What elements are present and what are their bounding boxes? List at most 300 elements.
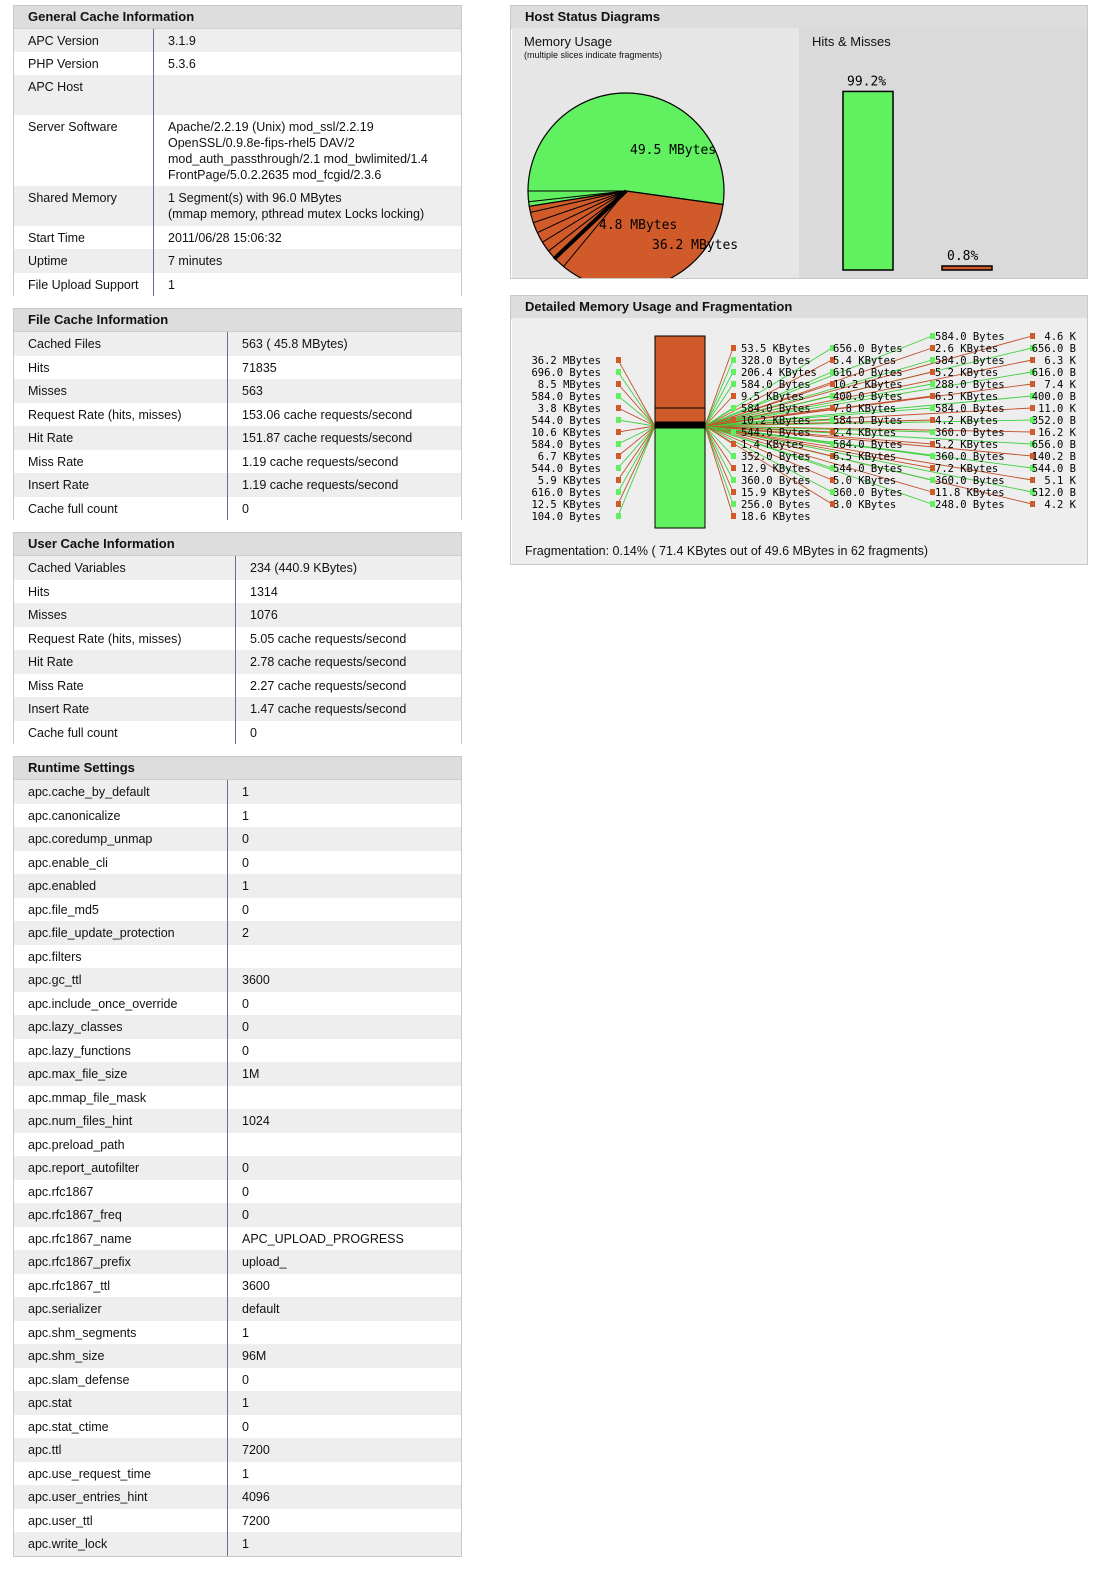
setting-value [154, 273, 462, 296]
setting-key: apc.write_lock [14, 1532, 228, 1556]
setting-value [154, 29, 462, 52]
setting-key: Server Software [14, 115, 154, 186]
fragment-label-left: 584.0 Bytes [531, 439, 601, 451]
fragment-label-col1: 206.4 KBytes [741, 367, 817, 379]
setting-value: 96M [228, 1344, 462, 1368]
setting-value: 153.06 cache requests/second [228, 403, 462, 427]
table-row [14, 968, 461, 992]
fragment-marker [1030, 333, 1035, 339]
table-row [14, 1462, 461, 1486]
fragment-connector [618, 426, 655, 504]
setting-key: apc.lazy_classes [14, 1015, 228, 1039]
setting-key: apc.stat [14, 1391, 228, 1415]
table-row [14, 29, 461, 52]
fragment-marker [616, 501, 621, 507]
file-cache-panel [13, 308, 462, 520]
fragment-label-col4: 400.0 B [1031, 391, 1076, 403]
fragment-marker [731, 369, 736, 375]
table-row [14, 1250, 461, 1274]
fragment-marker [731, 405, 736, 411]
fragment-connector [618, 426, 655, 516]
setting-value-line: FrontPage/5.0.2.2635 mod_fcgid/2.3.6 [168, 168, 382, 182]
table-row [14, 332, 461, 356]
setting-value: 234 (440.9 KBytes) [236, 556, 462, 580]
fragment-connector [705, 426, 733, 504]
fragment-marker [731, 489, 736, 495]
setting-key: apc.enable_cli [14, 851, 228, 875]
fragment-label-col2: 2.4 KBytes [833, 427, 897, 439]
runtime-settings-panel [13, 756, 462, 1557]
fragment-marker [616, 441, 621, 447]
general-cache-panel [13, 5, 462, 296]
fragment-label-col4: 352.0 B [1031, 415, 1076, 427]
table-row [14, 1391, 461, 1415]
table-row [14, 75, 461, 115]
setting-key: Miss Rate [14, 674, 236, 698]
setting-key: PHP Version [14, 52, 154, 75]
fragment-label-col1: 584.0 Bytes [741, 379, 811, 391]
fragment-label-left: 8.5 MBytes [537, 379, 601, 391]
table-row [14, 1203, 461, 1227]
fragment-label-col3: 2.6 KBytes [935, 343, 999, 355]
fragment-label-col3: 584.0 Bytes [935, 403, 1005, 415]
setting-key: Start Time [14, 226, 154, 249]
fragment-label-col3: 584.0 Bytes [935, 331, 1005, 343]
fragment-label-col3: 7.2 KBytes [935, 463, 999, 475]
fragment-marker [616, 453, 621, 459]
fragmentation-graph [512, 318, 1087, 538]
fragment-label-left: 5.9 KBytes [537, 475, 601, 487]
fragment-label-col2: 5.4 KBytes [833, 355, 897, 367]
fragment-label-col1: 360.0 Bytes [741, 475, 811, 487]
fragment-label-col4: 4.6 K [1044, 331, 1076, 343]
setting-key: apc.user_entries_hint [14, 1485, 228, 1509]
table-row [14, 851, 461, 875]
memory-block-free [655, 428, 705, 528]
table-row [14, 249, 461, 273]
setting-value: 7200 [228, 1509, 462, 1533]
misses-bar-label: 0.8% [947, 249, 979, 264]
setting-key: apc.shm_segments [14, 1321, 228, 1345]
fragmentation-panel [510, 295, 1088, 565]
table-row [14, 992, 461, 1016]
setting-value-line: Apache/2.2.19 (Unix) mod_ssl/2.2.19 [168, 120, 374, 134]
fragment-connector [705, 348, 733, 426]
setting-key: Insert Rate [14, 697, 236, 721]
table-row [14, 379, 461, 403]
setting-value [154, 249, 462, 273]
user-cache-title: User Cache Information [14, 533, 461, 556]
table-row [14, 1156, 461, 1180]
fragment-label-col1: 352.0 Bytes [741, 451, 811, 463]
fragment-label-col4: 7.4 K [1044, 379, 1076, 391]
table-row [14, 1109, 461, 1133]
table-row [14, 874, 461, 898]
setting-value: 3600 [228, 1274, 462, 1298]
setting-value: 0 [228, 1039, 462, 1063]
fragment-label-col3: 11.8 KBytes [935, 487, 1005, 499]
setting-value: 0 [228, 851, 462, 875]
general-cache-title: General Cache Information [14, 6, 461, 29]
setting-key: File Upload Support [14, 273, 154, 296]
fragment-marker [731, 513, 736, 519]
table-row [14, 1062, 461, 1086]
hits-bar-label: 99.2% [847, 74, 887, 90]
fragment-marker [1030, 429, 1035, 435]
table-row [14, 921, 461, 945]
setting-value: 1 [228, 1462, 462, 1486]
memory-block-fragments [655, 422, 705, 428]
setting-key: apc.gc_ttl [14, 968, 228, 992]
setting-key: Shared Memory [14, 186, 154, 226]
setting-value: 0 [228, 827, 462, 851]
fragment-label-col3: 6.5 KBytes [935, 391, 999, 403]
fragment-label-col2: 5.0 KBytes [833, 475, 897, 487]
fragment-connector [618, 372, 655, 426]
fragment-marker [616, 477, 621, 483]
setting-value: 151.87 cache requests/second [228, 426, 462, 450]
setting-key: apc.rfc1867_name [14, 1227, 228, 1251]
fragment-label-col2: 7.8 KBytes [833, 403, 897, 415]
fragment-connector [705, 426, 932, 492]
setting-key: apc.rfc1867_prefix [14, 1250, 228, 1274]
hits-misses-title: Hits & Misses [812, 34, 891, 49]
setting-key: Misses [14, 379, 228, 403]
fragment-marker [731, 393, 736, 399]
fragment-marker [731, 477, 736, 483]
table-row [14, 804, 461, 828]
fragment-label-col4: 656.0 B [1031, 343, 1076, 355]
fragment-marker [1030, 357, 1035, 363]
setting-value: 0 [228, 1180, 462, 1204]
setting-value: 0 [236, 721, 462, 745]
setting-value: 7200 [228, 1438, 462, 1462]
fragment-marker [731, 357, 736, 363]
fragment-label-col1: 1.4 KBytes [741, 439, 805, 451]
fragment-label-col1: 328.0 Bytes [741, 355, 811, 367]
fragment-label-col2: 656.0 Bytes [833, 343, 903, 355]
fragment-connector [618, 426, 655, 492]
setting-key: apc.mmap_file_mask [14, 1086, 228, 1110]
fragment-marker [731, 501, 736, 507]
setting-value: 563 ( 45.8 MBytes) [228, 332, 462, 356]
setting-key: apc.preload_path [14, 1133, 228, 1157]
fragment-label-col3: 288.0 Bytes [935, 379, 1005, 391]
fragment-label-left: 36.2 MBytes [531, 355, 601, 367]
setting-value: 1 [228, 1391, 462, 1415]
free-memory-label: 49.5 MBytes [630, 143, 717, 158]
host-status-panel [510, 5, 1088, 279]
setting-value: 563 [228, 379, 462, 403]
setting-key: apc.file_md5 [14, 898, 228, 922]
table-row [14, 450, 461, 474]
setting-value: 0 [228, 992, 462, 1016]
table-row [14, 650, 461, 674]
setting-value [228, 1133, 462, 1157]
setting-value [228, 1086, 462, 1110]
table-row [14, 945, 461, 969]
setting-key: apc.use_request_time [14, 1462, 228, 1486]
setting-key: Hits [14, 580, 236, 604]
setting-key: apc.canonicalize [14, 804, 228, 828]
setting-key: Hit Rate [14, 426, 228, 450]
setting-value: 1 [228, 874, 462, 898]
setting-value-line: (mmap memory, pthread mutex Locks locking) [168, 207, 425, 221]
fragment-label-col1: 256.0 Bytes [741, 499, 811, 511]
fragmentation-summary: Fragmentation: 0.14% ( 71.4 KBytes out of 49.6 MBytes in 62 fragments) [525, 544, 928, 558]
table-row [14, 674, 461, 698]
fragment-marker [1030, 405, 1035, 411]
host-status-title: Host Status Diagrams [511, 6, 1087, 29]
file-cache-table [14, 332, 461, 520]
setting-value: 4096 [228, 1485, 462, 1509]
setting-key: Cached Files [14, 332, 228, 356]
fragment-marker [616, 381, 621, 387]
fragment-label-col4: 4.2 K [1044, 499, 1076, 511]
setting-key: Hits [14, 356, 228, 380]
setting-key: apc.serializer [14, 1297, 228, 1321]
fragment-label-col4: 656.0 B [1031, 439, 1076, 451]
setting-key: apc.report_autofilter [14, 1156, 228, 1180]
fragment-marker [731, 345, 736, 351]
setting-key: Cache full count [14, 721, 236, 745]
memory-usage-panel [512, 28, 799, 278]
fragment-label-col2: 544.0 Bytes [833, 463, 903, 475]
fragment-marker [731, 417, 736, 423]
used-memory-slice [529, 191, 723, 278]
fragment-marker [1030, 381, 1035, 387]
setting-value: default [228, 1297, 462, 1321]
fragment-marker [616, 417, 621, 423]
fragment-marker [731, 465, 736, 471]
setting-value: 1314 [236, 580, 462, 604]
setting-key: Uptime [14, 249, 154, 273]
setting-value: upload_ [228, 1250, 462, 1274]
setting-value-line: 2011/06/28 15:06:32 [168, 231, 282, 245]
fragmentation-title: Detailed Memory Usage and Fragmentation [511, 296, 1087, 319]
setting-key: apc.rfc1867 [14, 1180, 228, 1204]
setting-value: APC_UPLOAD_PROGRESS [228, 1227, 462, 1251]
fragment-label-col1: 12.9 KBytes [741, 463, 811, 475]
used-memory-label: 36.2 MBytes [652, 238, 739, 253]
setting-key: apc.user_ttl [14, 1509, 228, 1533]
setting-value: 1.19 cache requests/second [228, 473, 462, 497]
fragment-label-left: 6.7 KBytes [537, 451, 601, 463]
table-row [14, 780, 461, 804]
fragment-label-left: 584.0 Bytes [531, 391, 601, 403]
memory-usage-title: Memory Usage [524, 34, 613, 49]
fragment-label-col4: 16.2 K [1038, 427, 1076, 439]
fragment-marker [616, 429, 621, 435]
setting-value: 5.05 cache requests/second [236, 627, 462, 651]
setting-value: 1024 [228, 1109, 462, 1133]
setting-key: apc.shm_size [14, 1344, 228, 1368]
fragment-label-left: 544.0 Bytes [531, 463, 601, 475]
fragment-connector [618, 360, 655, 426]
table-row [14, 697, 461, 721]
setting-value: 1M [228, 1062, 462, 1086]
setting-value [154, 75, 462, 115]
table-row [14, 1415, 461, 1439]
table-row [14, 827, 461, 851]
fragment-label-col3: 360.0 Bytes [935, 427, 1005, 439]
table-row [14, 627, 461, 651]
setting-value-line: OpenSSL/0.9.8e-fips-rhel5 DAV/2 [168, 136, 355, 150]
setting-key: apc.include_once_override [14, 992, 228, 1016]
user-cache-table [14, 556, 461, 744]
setting-key: apc.num_files_hint [14, 1109, 228, 1133]
setting-key: apc.slam_defense [14, 1368, 228, 1392]
setting-key: Insert Rate [14, 473, 228, 497]
fragment-label-col3: 584.0 Bytes [935, 355, 1005, 367]
setting-value: 0 [228, 1156, 462, 1180]
table-row [14, 403, 461, 427]
fragment-label-left: 104.0 Bytes [531, 511, 601, 523]
fragment-label-col1: 18.6 KBytes [741, 511, 811, 523]
fragment-label-col3: 360.0 Bytes [935, 451, 1005, 463]
fragment-label-col2: 584.0 Bytes [833, 415, 903, 427]
fragment-label-col4: 11.0 K [1038, 403, 1076, 415]
setting-key: apc.lazy_functions [14, 1039, 228, 1063]
fragment-label-col4: 512.0 B [1031, 487, 1076, 499]
setting-value: 1 [228, 1321, 462, 1345]
fragment-label-col4: 544.0 B [1031, 463, 1076, 475]
table-row [14, 1532, 461, 1556]
fragment-label-col4: 140.2 B [1031, 451, 1076, 463]
table-row [14, 115, 461, 186]
fragment-label-left: 10.6 KBytes [531, 427, 601, 439]
setting-value: 1.47 cache requests/second [236, 697, 462, 721]
memory-usage-pie [512, 48, 799, 278]
memory-block-used [655, 336, 705, 408]
hits-misses-panel [799, 28, 1087, 278]
fragment-label-col1: 10.2 KBytes [741, 415, 811, 427]
setting-value: 0 [228, 1015, 462, 1039]
fragment-label-col2: 584.0 Bytes [833, 439, 903, 451]
memory-usage-subtitle: (multiple slices indicate fragments) [524, 50, 663, 60]
fragment-label-col4: 5.1 K [1044, 475, 1076, 487]
runtime-settings-title: Runtime Settings [14, 757, 461, 780]
setting-key: apc.ttl [14, 1438, 228, 1462]
fragment-connector [618, 426, 655, 468]
setting-value [228, 945, 462, 969]
setting-value: 2.78 cache requests/second [236, 650, 462, 674]
fragment-label-col3: 248.0 Bytes [935, 499, 1005, 511]
setting-value [154, 186, 462, 226]
fragment-marker [616, 513, 621, 519]
table-row [14, 1039, 461, 1063]
setting-value: 3600 [228, 968, 462, 992]
table-row [14, 1485, 461, 1509]
setting-key: Miss Rate [14, 450, 228, 474]
table-row [14, 721, 461, 745]
setting-key: Request Rate (hits, misses) [14, 403, 228, 427]
setting-value-line: 1 Segment(s) with 96.0 MBytes [168, 191, 342, 205]
fragment-connector [618, 384, 655, 426]
misses-bar [942, 266, 992, 270]
setting-value: 0 [228, 898, 462, 922]
table-row [14, 1133, 461, 1157]
fragment-label-col1: 9.5 KBytes [741, 391, 805, 403]
table-row [14, 1180, 461, 1204]
user-cache-panel [13, 532, 462, 744]
table-row [14, 580, 461, 604]
setting-value [154, 115, 462, 186]
setting-value: 71835 [228, 356, 462, 380]
setting-key: APC Host [14, 75, 154, 115]
fragment-marker [616, 405, 621, 411]
setting-value: 0 [228, 1368, 462, 1392]
fragment-label-left: 696.0 Bytes [531, 367, 601, 379]
fragment-label-col2: 3.0 KBytes [833, 499, 897, 511]
fragment-marker [731, 441, 736, 447]
memory-block-used [655, 408, 705, 422]
fragment-label-col2: 400.0 Bytes [833, 391, 903, 403]
table-row [14, 1438, 461, 1462]
fragment-label-col4: 616.0 B [1031, 367, 1076, 379]
setting-value [154, 52, 462, 75]
setting-value: 2 [228, 921, 462, 945]
fragment-label-col2: 360.0 Bytes [833, 487, 903, 499]
table-row [14, 1321, 461, 1345]
setting-value: 0 [228, 1415, 462, 1439]
table-row [14, 226, 461, 249]
table-row [14, 1086, 461, 1110]
setting-key: Request Rate (hits, misses) [14, 627, 236, 651]
setting-key: apc.rfc1867_freq [14, 1203, 228, 1227]
setting-key: apc.enabled [14, 874, 228, 898]
setting-key: apc.max_file_size [14, 1062, 228, 1086]
setting-value [154, 226, 462, 249]
fragment-label-col3: 4.2 KBytes [935, 415, 999, 427]
table-row [14, 1015, 461, 1039]
fragment-label-col1: 584.0 Bytes [741, 403, 811, 415]
setting-value: 1076 [236, 603, 462, 627]
file-cache-title: File Cache Information [14, 309, 461, 332]
fragmentation-graph-area [512, 318, 1087, 564]
fragment-marker [1030, 477, 1035, 483]
setting-key: APC Version [14, 29, 154, 52]
setting-key: apc.filters [14, 945, 228, 969]
setting-value-line: 5.3.6 [168, 57, 196, 71]
fragment-label-col3: 5.2 KBytes [935, 439, 999, 451]
setting-key: apc.coredump_unmap [14, 827, 228, 851]
table-row [14, 426, 461, 450]
fragment-label-col1: 53.5 KBytes [741, 343, 811, 355]
table-row [14, 556, 461, 580]
setting-value: 0 [228, 497, 462, 521]
setting-key: apc.file_update_protection [14, 921, 228, 945]
fragment-label-left: 12.5 KBytes [531, 499, 601, 511]
setting-value: 1 [228, 804, 462, 828]
setting-key: Cached Variables [14, 556, 236, 580]
fragment-label-left: 3.8 KBytes [537, 403, 601, 415]
fragment-label-col1: 544.0 Bytes [741, 427, 811, 439]
table-row [14, 273, 461, 296]
general-cache-table [14, 29, 461, 296]
table-row [14, 1297, 461, 1321]
fragment-label-col4: 6.3 K [1044, 355, 1076, 367]
setting-value: 1 [228, 780, 462, 804]
setting-value-line: 1 [168, 278, 175, 292]
fragment-marker [616, 465, 621, 471]
setting-value-line: 7 minutes [168, 254, 223, 268]
fragment-marker [731, 381, 736, 387]
table-row [14, 1274, 461, 1298]
hits-bar [843, 91, 893, 270]
fragment-memory-label: 4.8 MBytes [599, 218, 678, 233]
fragment-marker [616, 393, 621, 399]
